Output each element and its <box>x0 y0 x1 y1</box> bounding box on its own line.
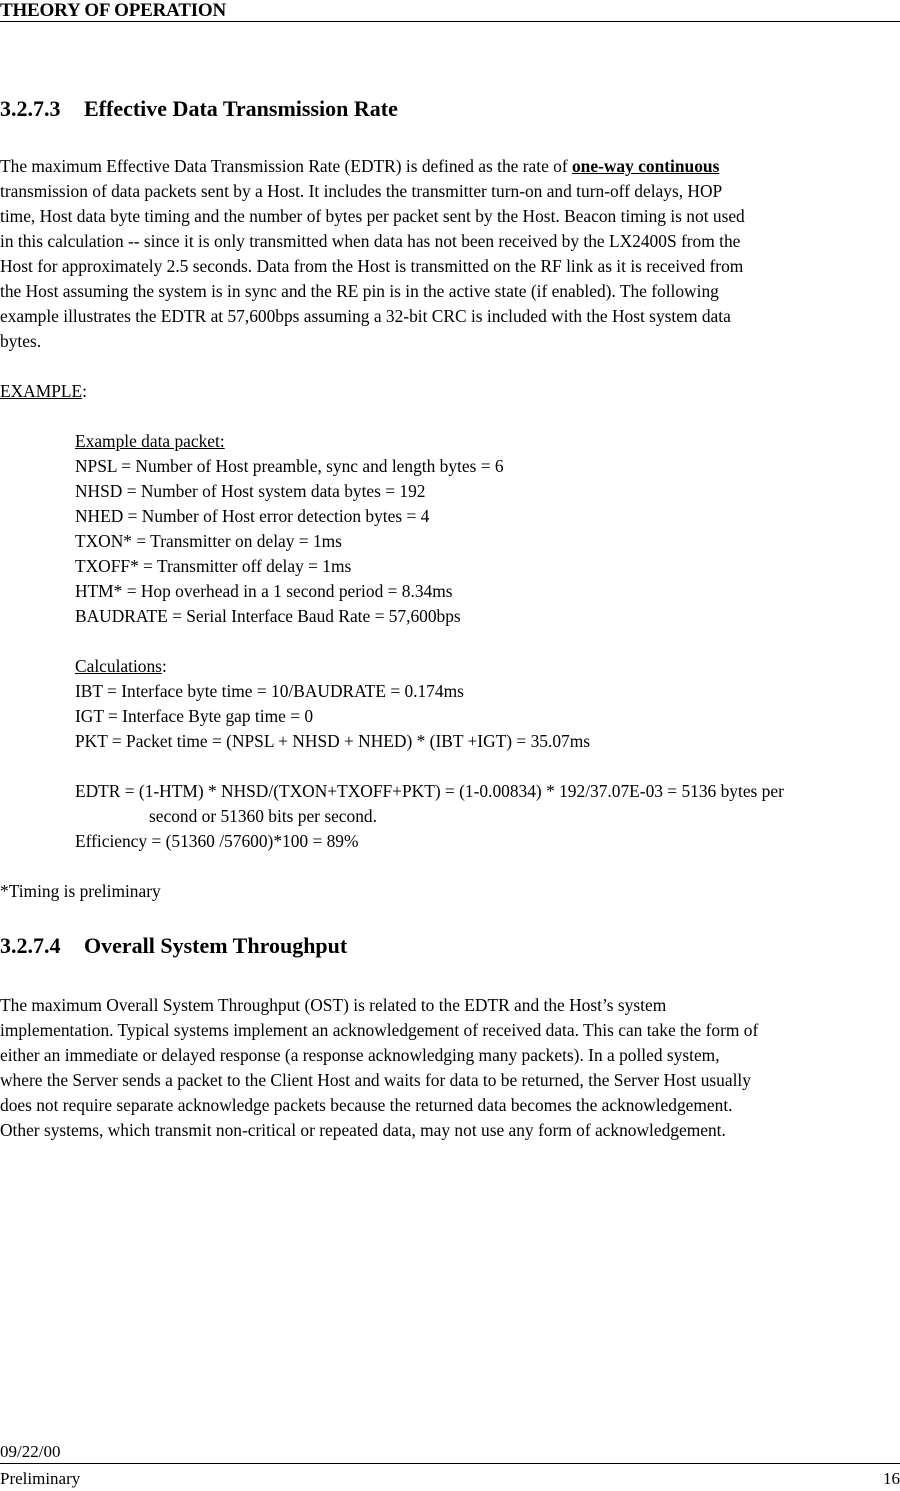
paragraph-line: The maximum Effective Data Transmission Rate (EDTR) is defined as the rate of one-way continuous <box>0 156 720 176</box>
calc-line: IBT = Interface byte time = 10/BAUDRATE = 0.174ms <box>75 681 464 701</box>
paragraph-line: transmission of data packets sent by a Host. It includes the transmitter turn-on and turn-off delays, HOP <box>0 181 723 201</box>
calc-line: PKT = Packet time = (NPSL + NHSD + NHED) * (IBT +IGT) = 35.07ms <box>75 731 591 751</box>
paragraph-line: either an immediate or delayed response (a response acknowledging many packets). In a polled system, <box>0 1045 720 1065</box>
packet-line: NHSD = Number of Host system data bytes = 192 <box>75 481 426 501</box>
edtr-paragraph <box>0 154 900 354</box>
paragraph-line: the Host assuming the system is in sync and the RE pin is in the active state (if enabled). The following <box>0 281 719 301</box>
timing-note: *Timing is preliminary <box>0 881 161 901</box>
packet-line: TXON* = Transmitter on delay = 1ms <box>75 531 342 551</box>
paragraph-line: Other systems, which transmit non-critical or repeated data, may not use any form of acknowledgement. <box>0 1120 726 1140</box>
footer-date: 09/22/00 <box>0 1442 61 1461</box>
efficiency-line: Efficiency = (51360 /57600)*100 = 89% <box>75 831 359 851</box>
packet-line: NHED = Number of Host error detection bytes = 4 <box>75 506 430 526</box>
paragraph-line: The maximum Overall System Throughput (OST) is related to the EDTR and the Host’s system <box>0 995 667 1015</box>
section-number: 3.2.7.3 <box>0 96 61 121</box>
paragraph-line: time, Host data byte timing and the number of bytes per packet sent by the Host. Beacon timing is not used <box>0 206 745 226</box>
calculations-heading: Calculations: <box>75 656 167 676</box>
ost-paragraph <box>0 993 900 1143</box>
paragraph-line: does not require separate acknowledge packets because the returned data becomes the acknowledgement. <box>0 1095 733 1115</box>
packet-line: TXOFF* = Transmitter off delay = 1ms <box>75 556 352 576</box>
packet-line: HTM* = Hop overhead in a 1 second period = 8.34ms <box>75 581 453 601</box>
edtr-formula-line: EDTR = (1-HTM) * NHSD/(TXON+TXOFF+PKT) = (1-0.00834) * 192/37.07E-03 = 5136 bytes per <box>75 781 784 801</box>
example-label: EXAMPLE: <box>0 381 87 401</box>
packet-line: NPSL = Number of Host preamble, sync and length bytes = 6 <box>75 456 504 476</box>
footer-rule <box>0 1463 900 1464</box>
section-title: Overall System Throughput <box>84 933 348 958</box>
page-header-title: THEORY OF OPERATION <box>0 0 227 21</box>
section-heading-edtr <box>0 96 398 122</box>
paragraph-line: in this calculation -- since it is only transmitted when data has not been received by the LX2400S from the <box>0 231 741 251</box>
emphasis-one-way-continuous: one-way continuous <box>571 156 720 176</box>
section-title: Effective Data Transmission Rate <box>84 96 398 121</box>
paragraph-line: where the Server sends a packet to the Client Host and waits for data to be returned, the Server Host usually <box>0 1070 751 1090</box>
page-number: 16 <box>883 1469 900 1488</box>
paragraph-line: Host for approximately 2.5 seconds. Data from the Host is transmitted on the RF link as it is received from <box>0 256 744 276</box>
header-rule <box>0 21 900 22</box>
paragraph-line: implementation. Typical systems implement an acknowledgement of received data. This can take the form of <box>0 1020 759 1040</box>
calc-line: IGT = Interface Byte gap time = 0 <box>75 706 314 726</box>
footer-status: Preliminary <box>0 1469 81 1488</box>
edtr-formula-continuation: second or 51360 bits per second. <box>149 806 377 826</box>
packet-line: BAUDRATE = Serial Interface Baud Rate = 57,600bps <box>75 606 461 626</box>
section-heading-ost <box>0 933 347 959</box>
example-packet-heading: Example data packet: <box>75 431 225 451</box>
paragraph-line: bytes. <box>0 331 42 351</box>
section-number: 3.2.7.4 <box>0 933 61 958</box>
paragraph-line: example illustrates the EDTR at 57,600bps assuming a 32-bit CRC is included with the Host system data <box>0 306 731 326</box>
